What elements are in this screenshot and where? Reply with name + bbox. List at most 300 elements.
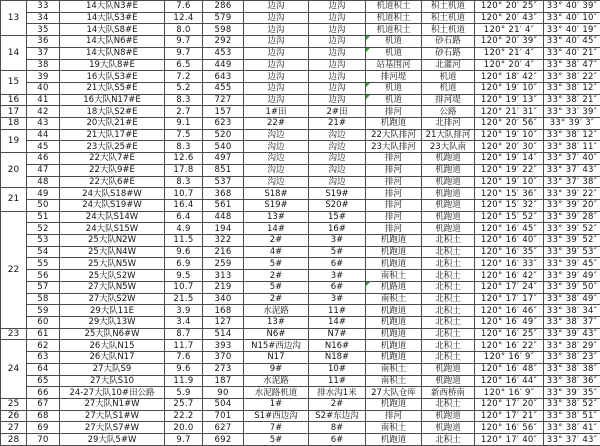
- cell-value-1[interactable]: 9.1: [165, 118, 203, 130]
- cell-adjacent-b[interactable]: 机跑道: [422, 188, 475, 200]
- cell-side-b[interactable]: 3#: [309, 270, 366, 282]
- cell-latitude[interactable]: 33° 38′ 22″: [544, 71, 600, 83]
- cell-serial-number[interactable]: 40: [27, 82, 60, 94]
- cell-value-2[interactable]: 157: [203, 106, 244, 118]
- cell-group-number[interactable]: 27: [1, 422, 27, 434]
- cell-side-b[interactable]: 沟边: [309, 129, 366, 141]
- cell-value-1[interactable]: 8.0: [165, 24, 203, 36]
- cell-latitude[interactable]: 33° 38′ 12″: [544, 129, 600, 141]
- cell-adjacent-b[interactable]: 北积土: [422, 246, 475, 258]
- cell-value-1[interactable]: 4.9: [165, 223, 203, 235]
- cell-adjacent-a[interactable]: 南积土: [366, 422, 422, 434]
- cell-latitude[interactable]: 33° 39′ 43″: [544, 328, 600, 340]
- cell-ditch-name[interactable]: 24-27大队10#田公路: [60, 387, 165, 399]
- cell-latitude[interactable]: 33° 39′ 28″: [544, 211, 600, 223]
- cell-value-2[interactable]: 623: [203, 118, 244, 130]
- cell-adjacent-a[interactable]: 机跑道: [366, 434, 422, 446]
- cell-side-a[interactable]: 22#: [244, 118, 309, 130]
- cell-side-b[interactable]: 沟边: [309, 141, 366, 153]
- cell-side-b[interactable]: 8#: [309, 422, 366, 434]
- cell-adjacent-a[interactable]: 机跑道: [366, 352, 422, 364]
- cell-group-number[interactable]: 24: [1, 340, 27, 399]
- cell-longitude[interactable]: 120° 16′ 48″: [475, 363, 544, 375]
- cell-latitude[interactable]: 33° 38′ 47″: [544, 59, 600, 71]
- cell-serial-number[interactable]: 50: [27, 199, 60, 211]
- cell-latitude[interactable]: 33° 40′ 39″: [544, 1, 600, 13]
- cell-side-a[interactable]: 沟边: [244, 164, 309, 176]
- cell-longitude[interactable]: 120° 20′ 25″: [475, 1, 544, 13]
- cell-longitude[interactable]: 120° 18′ 42″: [475, 71, 544, 83]
- cell-adjacent-b[interactable]: 21大队排河: [422, 129, 475, 141]
- cell-ditch-name[interactable]: 23大队25#E: [60, 141, 165, 153]
- cell-side-b[interactable]: N18#: [309, 352, 366, 364]
- cell-side-a[interactable]: 2#: [244, 270, 309, 282]
- cell-value-1[interactable]: 25.7: [165, 398, 203, 410]
- cell-longitude[interactable]: 120° 20′ 39″: [475, 36, 544, 48]
- cell-serial-number[interactable]: 57: [27, 281, 60, 293]
- cell-latitude[interactable]: 33° 38′ 38″: [544, 363, 600, 375]
- cell-value-2[interactable]: 455: [203, 82, 244, 94]
- cell-ditch-name[interactable]: 27大队S1#W: [60, 410, 165, 422]
- cell-serial-number[interactable]: 64: [27, 363, 60, 375]
- cell-side-b[interactable]: 沟边: [309, 176, 366, 188]
- cell-group-number[interactable]: 15: [1, 71, 27, 94]
- cell-latitude[interactable]: 33° 39′ 50″: [544, 281, 600, 293]
- cell-latitude[interactable]: 33° 39′ 35″: [544, 387, 600, 399]
- cell-adjacent-b[interactable]: 北积土: [422, 281, 475, 293]
- cell-serial-number[interactable]: 60: [27, 316, 60, 328]
- cell-side-b[interactable]: 2#: [309, 398, 366, 410]
- cell-value-1[interactable]: 7.6: [165, 352, 203, 364]
- cell-value-1[interactable]: 8.3: [165, 176, 203, 188]
- cell-side-b[interactable]: 15#: [309, 211, 366, 223]
- cell-latitude[interactable]: 33° 40′ 19″: [544, 24, 600, 36]
- cell-side-a[interactable]: 2#: [244, 235, 309, 247]
- cell-value-1[interactable]: 5.2: [165, 82, 203, 94]
- cell-longitude[interactable]: 120° 16′ 45″: [475, 223, 544, 235]
- cell-value-2[interactable]: 449: [203, 59, 244, 71]
- cell-serial-number[interactable]: 70: [27, 434, 60, 446]
- cell-adjacent-b[interactable]: 砂石路: [422, 36, 475, 48]
- cell-serial-number[interactable]: 59: [27, 305, 60, 317]
- cell-value-2[interactable]: 273: [203, 363, 244, 375]
- cell-adjacent-b[interactable]: 北积土: [422, 340, 475, 352]
- cell-serial-number[interactable]: 54: [27, 246, 60, 258]
- cell-latitude[interactable]: 33° 38′ 34″: [544, 305, 600, 317]
- cell-side-b[interactable]: 边沟: [309, 36, 366, 48]
- cell-serial-number[interactable]: 58: [27, 293, 60, 305]
- cell-side-a[interactable]: 5#: [244, 434, 309, 446]
- cell-value-1[interactable]: 7.6: [165, 1, 203, 13]
- cell-adjacent-a[interactable]: 机跑道: [366, 246, 422, 258]
- cell-value-2[interactable]: 504: [203, 398, 244, 410]
- cell-side-a[interactable]: 4#: [244, 246, 309, 258]
- cell-value-1[interactable]: 10.7: [165, 188, 203, 200]
- cell-serial-number[interactable]: 56: [27, 270, 60, 282]
- cell-side-a[interactable]: 沟边: [244, 176, 309, 188]
- cell-ditch-name[interactable]: 29大队11E: [60, 305, 165, 317]
- cell-adjacent-b[interactable]: 机跑道: [422, 223, 475, 235]
- cell-group-number[interactable]: 20: [1, 153, 27, 188]
- cell-latitude[interactable]: 33° 38′ 49″: [544, 293, 600, 305]
- cell-value-2[interactable]: 851: [203, 164, 244, 176]
- cell-adjacent-a[interactable]: 南积土: [366, 363, 422, 375]
- cell-serial-number[interactable]: 37: [27, 47, 60, 59]
- cell-adjacent-a[interactable]: 27大队仓库: [366, 387, 422, 399]
- cell-ditch-name[interactable]: 22大队7#E: [60, 153, 165, 165]
- cell-longitude[interactable]: 120° 19′ 13″: [475, 94, 544, 106]
- cell-adjacent-a[interactable]: 南积土: [366, 270, 422, 282]
- cell-value-2[interactable]: 393: [203, 340, 244, 352]
- cell-adjacent-a[interactable]: 22大队排河: [366, 129, 422, 141]
- cell-adjacent-a[interactable]: 机道: [366, 47, 422, 59]
- cell-serial-number[interactable]: 44: [27, 129, 60, 141]
- cell-value-2[interactable]: 127: [203, 316, 244, 328]
- cell-serial-number[interactable]: 51: [27, 211, 60, 223]
- cell-longitude[interactable]: 120° 20′ 30″: [475, 141, 544, 153]
- cell-adjacent-a[interactable]: 机跑道: [366, 305, 422, 317]
- cell-adjacent-a[interactable]: 排河堤: [366, 71, 422, 83]
- cell-value-2[interactable]: 187: [203, 375, 244, 387]
- cell-adjacent-a[interactable]: 机道: [366, 82, 422, 94]
- cell-longitude[interactable]: 120° 16′ 44″: [475, 375, 544, 387]
- cell-group-number[interactable]: 17: [1, 106, 27, 118]
- cell-side-a[interactable]: 边沟: [244, 1, 309, 13]
- cell-value-2[interactable]: 259: [203, 258, 244, 270]
- cell-serial-number[interactable]: 35: [27, 24, 60, 36]
- cell-latitude[interactable]: 33° 37′ 40″: [544, 153, 600, 165]
- cell-longitude[interactable]: 120° 16′ 49″: [475, 316, 544, 328]
- cell-adjacent-a[interactable]: 排河: [366, 164, 422, 176]
- cell-latitude[interactable]: 33° 39′ 45″: [544, 258, 600, 270]
- cell-latitude[interactable]: 33° 38′ 41″: [544, 422, 600, 434]
- cell-side-b[interactable]: 11#: [309, 375, 366, 387]
- cell-value-2[interactable]: 579: [203, 12, 244, 24]
- cell-adjacent-b[interactable]: 机跑道: [422, 375, 475, 387]
- cell-adjacent-a[interactable]: 排河: [366, 223, 422, 235]
- cell-side-b[interactable]: 沟边: [309, 153, 366, 165]
- cell-adjacent-b[interactable]: 北积土: [422, 270, 475, 282]
- cell-adjacent-a[interactable]: 排河: [366, 410, 422, 422]
- cell-serial-number[interactable]: 36: [27, 36, 60, 48]
- cell-adjacent-b[interactable]: 北积土: [422, 235, 475, 247]
- cell-adjacent-a[interactable]: 机跑道: [366, 340, 422, 352]
- cell-value-2[interactable]: 90: [203, 387, 244, 399]
- cell-adjacent-a[interactable]: 排河: [366, 106, 422, 118]
- cell-adjacent-a[interactable]: 机跑道: [366, 328, 422, 340]
- cell-side-a[interactable]: 边沟: [244, 36, 309, 48]
- cell-latitude[interactable]: 33° 38′ 23″: [544, 352, 600, 364]
- cell-ditch-name[interactable]: 25大队N4W: [60, 246, 165, 258]
- cell-side-b[interactable]: S20#: [309, 199, 366, 211]
- cell-side-a[interactable]: 1#田: [244, 106, 309, 118]
- cell-ditch-name[interactable]: 21大队17#E: [60, 129, 165, 141]
- cell-ditch-name[interactable]: 29大队5#W: [60, 434, 165, 446]
- cell-latitude[interactable]: 33° 38′ 37″: [544, 316, 600, 328]
- cell-side-b[interactable]: S2#东边沟: [309, 410, 366, 422]
- cell-longitude[interactable]: 120° 21′ 31″: [475, 106, 544, 118]
- cell-value-1[interactable]: 6.4: [165, 211, 203, 223]
- cell-ditch-name[interactable]: 24大队S14W: [60, 211, 165, 223]
- cell-side-a[interactable]: 14#: [244, 223, 309, 235]
- cell-longitude[interactable]: 120° 21′ 4″: [475, 47, 544, 59]
- cell-adjacent-a[interactable]: 排河: [366, 153, 422, 165]
- cell-adjacent-a[interactable]: 机跑道: [366, 398, 422, 410]
- cell-ditch-name[interactable]: 27大队S10: [60, 375, 165, 387]
- cell-side-b[interactable]: 边沟: [309, 94, 366, 106]
- cell-longitude[interactable]: 120° 20′ 4″: [475, 59, 544, 71]
- cell-latitude[interactable]: 33° 40′ 45″: [544, 36, 600, 48]
- cell-group-number[interactable]: 14: [1, 36, 27, 71]
- cell-adjacent-a[interactable]: 机路道: [366, 281, 422, 293]
- cell-latitude[interactable]: 33° 40′ 10″: [544, 12, 600, 24]
- cell-ditch-name[interactable]: 27大队N1#W: [60, 398, 165, 410]
- cell-side-b[interactable]: 2#田: [309, 106, 366, 118]
- cell-latitude[interactable]: 33° 40′ 21″: [544, 47, 600, 59]
- cell-serial-number[interactable]: 53: [27, 235, 60, 247]
- cell-longitude[interactable]: 120° 15′ 32″: [475, 199, 544, 211]
- cell-latitude[interactable]: 33° 38′ 51″: [544, 410, 600, 422]
- cell-value-1[interactable]: 11.9: [165, 375, 203, 387]
- cell-adjacent-b[interactable]: 机跑道: [422, 199, 475, 211]
- cell-serial-number[interactable]: 67: [27, 398, 60, 410]
- cell-group-number[interactable]: 21: [1, 188, 27, 211]
- cell-side-a[interactable]: 13#: [244, 211, 309, 223]
- cell-adjacent-b[interactable]: 砂石路: [422, 47, 475, 59]
- cell-adjacent-a[interactable]: 站基围河: [366, 59, 422, 71]
- cell-latitude[interactable]: 33° 38′ 11″: [544, 141, 600, 153]
- cell-serial-number[interactable]: 47: [27, 164, 60, 176]
- cell-value-1[interactable]: 21.5: [165, 293, 203, 305]
- cell-value-1[interactable]: 2.7: [165, 106, 203, 118]
- cell-latitude[interactable]: 33° 37′ 43″: [544, 434, 600, 446]
- cell-serial-number[interactable]: 55: [27, 258, 60, 270]
- cell-longitude[interactable]: 120° 16′ 40″: [475, 235, 544, 247]
- cell-longitude[interactable]: 120° 17′ 40″: [475, 434, 544, 446]
- cell-adjacent-b[interactable]: 北积土: [422, 293, 475, 305]
- cell-group-number[interactable]: 19: [1, 129, 27, 152]
- cell-ditch-name[interactable]: 16大队N17#E: [60, 94, 165, 106]
- cell-value-2[interactable]: 370: [203, 352, 244, 364]
- cell-group-number[interactable]: 18: [1, 118, 27, 130]
- cell-adjacent-b[interactable]: 北积土: [422, 352, 475, 364]
- cell-group-number[interactable]: 16: [1, 94, 27, 106]
- cell-value-2[interactable]: 497: [203, 153, 244, 165]
- cell-side-b[interactable]: 边沟: [309, 47, 366, 59]
- cell-adjacent-b[interactable]: 积土机道: [422, 24, 475, 36]
- cell-longitude[interactable]: 120° 16′ 35″: [475, 246, 544, 258]
- cell-value-2[interactable]: 168: [203, 305, 244, 317]
- cell-side-a[interactable]: 沟边: [244, 153, 309, 165]
- cell-side-b[interactable]: 14#: [309, 316, 366, 328]
- cell-value-1[interactable]: 3.4: [165, 316, 203, 328]
- cell-side-a[interactable]: 水泥路: [244, 305, 309, 317]
- cell-value-2[interactable]: 540: [203, 141, 244, 153]
- cell-side-b[interactable]: 6#: [309, 281, 366, 293]
- cell-serial-number[interactable]: 62: [27, 340, 60, 352]
- cell-serial-number[interactable]: 65: [27, 375, 60, 387]
- cell-adjacent-a[interactable]: 机跑道: [366, 118, 422, 130]
- cell-value-1[interactable]: 20.0: [165, 422, 203, 434]
- cell-value-1[interactable]: 9.7: [165, 47, 203, 59]
- cell-ditch-name[interactable]: 14大队S3#E: [60, 12, 165, 24]
- cell-side-b[interactable]: 边沟: [309, 71, 366, 83]
- cell-longitude[interactable]: 120° 19′ 10″: [475, 176, 544, 188]
- cell-longitude[interactable]: 120° 17′ 21″: [475, 410, 544, 422]
- cell-serial-number[interactable]: 33: [27, 1, 60, 13]
- cell-adjacent-b[interactable]: 机道: [422, 82, 475, 94]
- cell-ditch-name[interactable]: 24大队S18#W: [60, 188, 165, 200]
- cell-adjacent-a[interactable]: 机跑道: [366, 235, 422, 247]
- cell-serial-number[interactable]: 42: [27, 106, 60, 118]
- cell-adjacent-b[interactable]: 北积土: [422, 434, 475, 446]
- cell-ditch-name[interactable]: 25大队N6#W: [60, 328, 165, 340]
- cell-latitude[interactable]: 33° 37′ 43″: [544, 164, 600, 176]
- cell-latitude[interactable]: 33° 39′ 22″: [544, 188, 600, 200]
- cell-ditch-name[interactable]: 27大队S9: [60, 363, 165, 375]
- cell-adjacent-a[interactable]: 23大队排河: [366, 141, 422, 153]
- cell-serial-number[interactable]: 41: [27, 94, 60, 106]
- cell-ditch-name[interactable]: 24大队S15W: [60, 223, 165, 235]
- cell-longitude[interactable]: 120° 19′ 10″: [475, 129, 544, 141]
- cell-longitude[interactable]: 120° 19′ 10″: [475, 82, 544, 94]
- cell-side-b[interactable]: 3#: [309, 293, 366, 305]
- cell-latitude[interactable]: 33° 33′ 39″: [544, 106, 600, 118]
- cell-value-1[interactable]: 12.4: [165, 12, 203, 24]
- cell-value-1[interactable]: 8.3: [165, 141, 203, 153]
- cell-latitude[interactable]: 33° 37′ 38″: [544, 176, 600, 188]
- cell-ditch-name[interactable]: 29大队13W: [60, 316, 165, 328]
- cell-side-a[interactable]: S18#: [244, 188, 309, 200]
- cell-value-1[interactable]: 12.6: [165, 153, 203, 165]
- cell-value-2[interactable]: 219: [203, 281, 244, 293]
- cell-side-a[interactable]: 边沟: [244, 71, 309, 83]
- cell-longitude[interactable]: 120° 16′ 22″: [475, 340, 544, 352]
- cell-side-a[interactable]: 边沟: [244, 12, 309, 24]
- cell-value-1[interactable]: 22.2: [165, 410, 203, 422]
- cell-side-a[interactable]: 5#: [244, 281, 309, 293]
- cell-longitude[interactable]: 120° 16′ 9″: [475, 387, 544, 399]
- cell-latitude[interactable]: 33° 39′ 3″: [544, 118, 600, 130]
- cell-adjacent-b[interactable]: 北积土: [422, 258, 475, 270]
- cell-adjacent-b[interactable]: 北灌河: [422, 59, 475, 71]
- cell-value-1[interactable]: 9.6: [165, 246, 203, 258]
- cell-value-2[interactable]: 286: [203, 1, 244, 13]
- cell-serial-number[interactable]: 61: [27, 328, 60, 340]
- cell-side-b[interactable]: 排水沟1米: [309, 387, 366, 399]
- cell-serial-number[interactable]: 43: [27, 118, 60, 130]
- cell-adjacent-a[interactable]: 机道积土: [366, 1, 422, 13]
- cell-value-2[interactable]: 313: [203, 270, 244, 282]
- cell-side-a[interactable]: 沟边: [244, 129, 309, 141]
- cell-adjacent-a[interactable]: 排河: [366, 188, 422, 200]
- cell-longitude[interactable]: 120° 16′ 9″: [475, 352, 544, 364]
- cell-adjacent-b[interactable]: 新西桥南: [422, 387, 475, 399]
- cell-group-number[interactable]: 26: [1, 410, 27, 422]
- cell-side-b[interactable]: N16#: [309, 340, 366, 352]
- cell-side-b[interactable]: 10#: [309, 363, 366, 375]
- cell-adjacent-b[interactable]: 北积土: [422, 328, 475, 340]
- cell-adjacent-a[interactable]: 机跑道: [366, 258, 422, 270]
- cell-latitude[interactable]: 33° 38′ 12″: [544, 82, 600, 94]
- cell-adjacent-b[interactable]: 23大队南: [422, 141, 475, 153]
- cell-side-b[interactable]: 5#: [309, 246, 366, 258]
- cell-ditch-name[interactable]: 20大队21#E: [60, 118, 165, 130]
- cell-side-b[interactable]: 边沟: [309, 82, 366, 94]
- cell-serial-number[interactable]: 69: [27, 422, 60, 434]
- cell-value-1[interactable]: 17.8: [165, 164, 203, 176]
- cell-ditch-name[interactable]: 14大队N8#E: [60, 47, 165, 59]
- cell-serial-number[interactable]: 63: [27, 352, 60, 364]
- cell-latitude[interactable]: 33° 39′ 20″: [544, 199, 600, 211]
- cell-side-b[interactable]: 11#: [309, 305, 366, 317]
- cell-side-a[interactable]: N17: [244, 352, 309, 364]
- cell-longitude[interactable]: 120° 16′ 56″: [475, 422, 544, 434]
- cell-side-a[interactable]: 边沟: [244, 24, 309, 36]
- cell-adjacent-b[interactable]: 机跑道: [422, 176, 475, 188]
- cell-value-2[interactable]: 448: [203, 211, 244, 223]
- cell-adjacent-a[interactable]: 机道积土: [366, 24, 422, 36]
- cell-side-a[interactable]: 沟边: [244, 141, 309, 153]
- cell-side-a[interactable]: 水泥路: [244, 375, 309, 387]
- cell-value-1[interactable]: 7.2: [165, 71, 203, 83]
- cell-adjacent-b[interactable]: 北排河: [422, 118, 475, 130]
- cell-serial-number[interactable]: 68: [27, 410, 60, 422]
- cell-value-1[interactable]: 10.7: [165, 281, 203, 293]
- cell-serial-number[interactable]: 38: [27, 59, 60, 71]
- cell-serial-number[interactable]: 52: [27, 223, 60, 235]
- cell-longitude[interactable]: 120° 20′ 56″: [475, 118, 544, 130]
- cell-side-b[interactable]: 16#: [309, 223, 366, 235]
- cell-adjacent-a[interactable]: 排河: [366, 211, 422, 223]
- cell-adjacent-a[interactable]: 机道: [366, 94, 422, 106]
- cell-value-1[interactable]: 6.9: [165, 258, 203, 270]
- cell-longitude[interactable]: 120° 16′ 46″: [475, 305, 544, 317]
- cell-ditch-name[interactable]: 25大队N5W: [60, 258, 165, 270]
- cell-value-2[interactable]: 292: [203, 36, 244, 48]
- cell-adjacent-b[interactable]: 积土机道: [422, 1, 475, 13]
- cell-latitude[interactable]: 33° 39′ 49″: [544, 270, 600, 282]
- cell-latitude[interactable]: 33° 39′ 52″: [544, 223, 600, 235]
- cell-latitude[interactable]: 33° 38′ 36″: [544, 375, 600, 387]
- cell-longitude[interactable]: 120° 19′ 14″: [475, 153, 544, 165]
- cell-serial-number[interactable]: 34: [27, 12, 60, 24]
- cell-latitude[interactable]: 33° 39′ 53″: [544, 246, 600, 258]
- cell-value-2[interactable]: 561: [203, 199, 244, 211]
- cell-value-1[interactable]: 16.4: [165, 199, 203, 211]
- cell-longitude[interactable]: 120° 15′ 36″: [475, 188, 544, 200]
- cell-group-number[interactable]: 25: [1, 398, 27, 410]
- cell-value-2[interactable]: 368: [203, 188, 244, 200]
- cell-serial-number[interactable]: 39: [27, 71, 60, 83]
- cell-longitude[interactable]: 120° 21′ 4″: [475, 24, 544, 36]
- cell-value-2[interactable]: 514: [203, 328, 244, 340]
- cell-ditch-name[interactable]: 14大队N6#E: [60, 36, 165, 48]
- cell-adjacent-a[interactable]: 机道积土: [366, 12, 422, 24]
- cell-longitude[interactable]: 120° 17′ 24″: [475, 281, 544, 293]
- cell-ditch-name[interactable]: 27大队S2W: [60, 293, 165, 305]
- cell-ditch-name[interactable]: 14大队S8#E: [60, 24, 165, 36]
- cell-value-1[interactable]: 11.5: [165, 235, 203, 247]
- cell-longitude[interactable]: 120° 20′ 43″: [475, 12, 544, 24]
- cell-ditch-name[interactable]: 14大队N3#E: [60, 1, 165, 13]
- cell-longitude[interactable]: 120° 16′ 42″: [475, 270, 544, 282]
- cell-ditch-name[interactable]: 22大队9#E: [60, 164, 165, 176]
- cell-adjacent-b[interactable]: 排河堤: [422, 94, 475, 106]
- cell-serial-number[interactable]: 45: [27, 141, 60, 153]
- cell-adjacent-b[interactable]: 积土机道: [422, 12, 475, 24]
- cell-side-b[interactable]: 3#: [309, 235, 366, 247]
